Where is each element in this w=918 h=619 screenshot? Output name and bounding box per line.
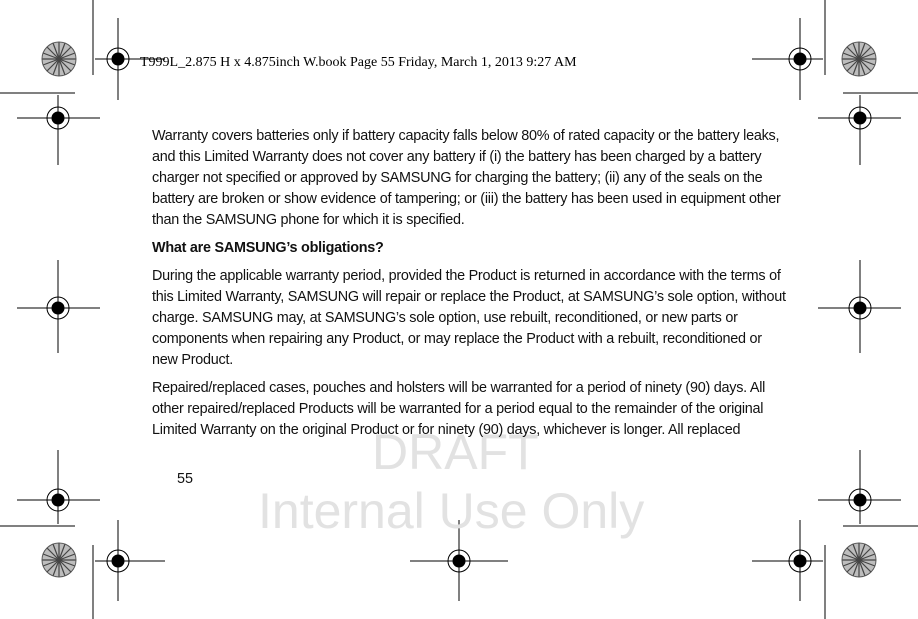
book-header-info: T999L_2.875 H x 4.875inch W.book Page 55 Friday, March 1, 2013 9:27 AM xyxy=(140,55,577,70)
star-target-bottom-left xyxy=(42,543,76,577)
registration-mark-right-upper xyxy=(818,95,901,165)
page-number: 55 xyxy=(177,471,194,487)
registration-mark-right-middle xyxy=(818,260,901,353)
watermark-internal-use: Internal Use Only xyxy=(258,483,645,539)
star-target-top-right xyxy=(842,42,876,76)
registration-mark-right-lower xyxy=(818,450,901,524)
star-target-top-left xyxy=(42,42,76,76)
registration-mark-left-middle xyxy=(17,260,100,353)
registration-mark-bottom-left xyxy=(95,520,165,601)
registration-mark-left-upper xyxy=(17,95,100,165)
star-target-bottom-right xyxy=(842,543,876,577)
section-heading: What are SAMSUNG’s obligations? xyxy=(152,240,384,256)
registration-mark-top-center xyxy=(752,18,823,100)
paragraph-repaired-products: Repaired/replaced cases, pouches and holsters will be warranted for a period of ninety (90) days. All other repaired/replaced Products will be warranted for a period equal to the remainder of the original Limited Warranty on the original Product or for ninety (90) days, whichever is longer. All replaced xyxy=(152,380,766,438)
registration-mark-left-lower xyxy=(17,450,100,524)
paragraph-obligations: During the applicable warranty period, provided the Product is returned in accordance with the terms of this Limited Warranty, SAMSUNG will repair or replace the Product, at SAMSUNG’s sole option, without charge. SAMSUNG may, at SAMSUNG’s sole option, use rebuilt, reconditioned, or new parts or components when repairing any Product, or may replace the Product with a rebuilt, reconditioned or new Product. xyxy=(152,268,786,368)
registration-mark-bottom-right xyxy=(752,520,823,601)
watermark-draft: DRAFT xyxy=(372,424,539,480)
page-body xyxy=(152,126,787,448)
paragraph-battery-warranty: Warranty covers batteries only if battery capacity falls below 80% of rated capacity or the battery leaks, and this Limited Warranty does not cover any battery if (i) the battery has been charged by a battery charger not specified or approved by SAMSUNG for charging the battery; (ii) any of the seals on the battery are broken or show evidence of tampering; or (iii) the battery has been used in equipment other than the SAMSUNG phone for which it is specified. xyxy=(152,128,781,228)
